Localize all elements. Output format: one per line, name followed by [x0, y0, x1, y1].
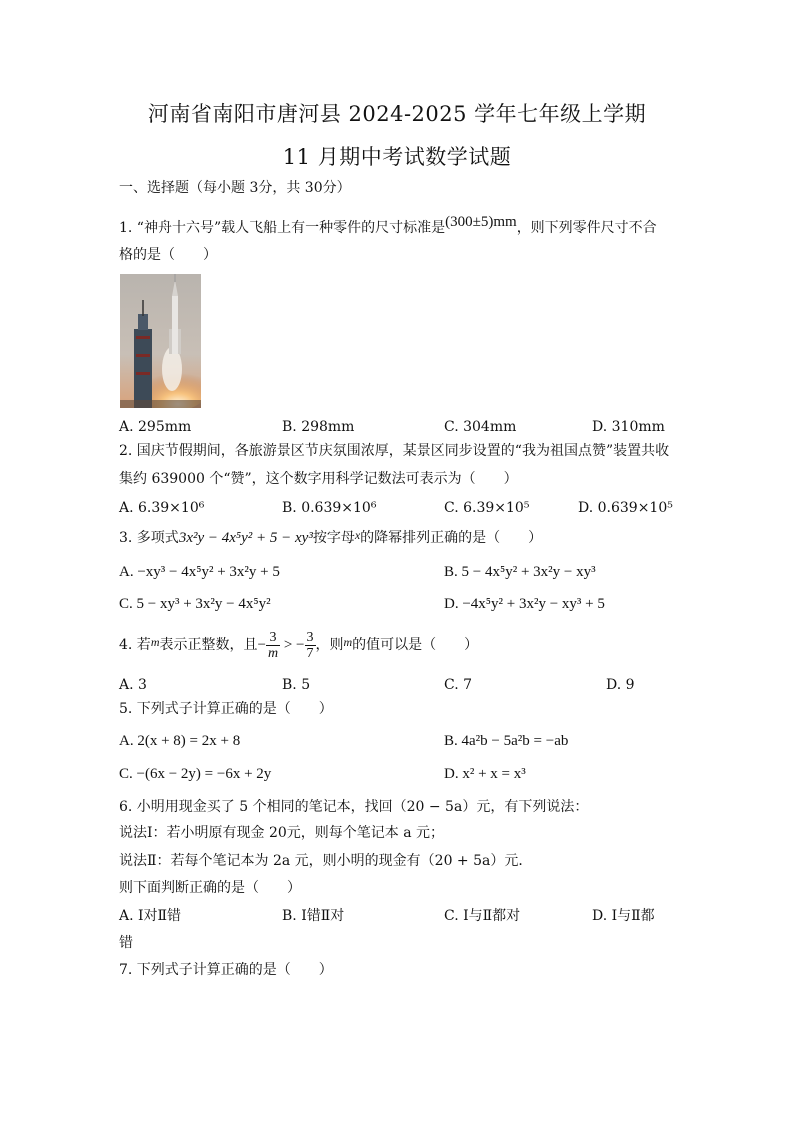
q3-text-c: 的降幂排列正确的是（ ）: [360, 530, 543, 546]
q6-option-b[interactable]: B. Ⅰ错Ⅱ对: [282, 908, 345, 924]
q6-option-a[interactable]: A. Ⅰ对Ⅱ错: [119, 908, 182, 924]
q5-option-c[interactable]: C. −(6x − 2y) = −6x + 2y: [119, 766, 272, 782]
q2-stem-line2: 集约 639000 个“赞”，这个数字用科学记数法可表示为（ ）: [119, 471, 518, 487]
q1-option-d[interactable]: D. 310mm: [592, 419, 665, 435]
exam-title-line1: 河南省南阳市唐河县 2024-2025 学年七年级上学期: [147, 102, 647, 126]
q4-text-d: 的值可以是（ ）: [352, 637, 479, 653]
q5-option-b[interactable]: B. 4a²b − 5a²b = −ab: [444, 733, 569, 749]
q4-option-b[interactable]: B. 5: [282, 677, 311, 693]
q3-text-b: 按字母: [312, 530, 355, 546]
q1-stem-line1: [119, 214, 657, 238]
q6-option-c[interactable]: C. Ⅰ与Ⅱ都对: [444, 908, 521, 924]
q1-text-b: ，则下列零件尺寸不合: [516, 220, 657, 236]
q4-option-a[interactable]: A. 3: [119, 677, 147, 693]
q1-option-b[interactable]: B. 298mm: [282, 419, 355, 435]
q1-spec: (300±5)mm: [445, 214, 517, 230]
q2-option-c[interactable]: C. 6.39×10⁵: [444, 500, 530, 516]
q6-stem-line4: 则下面判断正确的是（ ）: [119, 880, 301, 896]
q3-variable: x: [354, 528, 361, 542]
rocket-launch-photo: [120, 274, 201, 408]
q7-stem: 7. 下列式子计算正确的是（ ）: [119, 962, 333, 978]
q2-option-d[interactable]: D. 0.639×10⁵: [578, 500, 673, 516]
q5-option-a[interactable]: A. 2(x + 8) = 2x + 8: [119, 733, 241, 749]
q4-stem: 4. 若m表示正整数，且− $\frac{3}{m}$ > − $\frac{3}{7}$ ，则m的值可以是（ ）: [119, 629, 479, 661]
q4-variable-2: m: [343, 635, 353, 649]
q4-fraction-2: $\frac{3}{7}$: [306, 629, 314, 661]
q3-option-c[interactable]: C. 5 − xy³ + 3x²y − 4x⁵y²: [119, 596, 271, 612]
q4-text-a: 4. 若: [119, 637, 151, 653]
q3-option-b[interactable]: B. 5 − 4x⁵y² + 3x²y − xy³: [444, 564, 596, 580]
q6-statement-2: 说法Ⅱ：若每个笔记本为 2a 元，则小明的现金有（20 + 5a）元．: [119, 853, 533, 869]
q2-stem-line1: 2. 国庆节假期间，各旅游景区节庆氛围浓厚，某景区同步设置的“我为祖国点赞”装置共收: [119, 443, 670, 459]
q3-stem: [119, 528, 542, 548]
q6-option-d[interactable]: D. Ⅰ与Ⅱ都: [592, 908, 655, 924]
q3-text-a: 3. 多项式: [119, 530, 179, 546]
q5-option-d[interactable]: D. x² + x = x³: [444, 766, 526, 782]
q1-stem-line2: 格的是（ ）: [119, 247, 217, 263]
q1-option-a[interactable]: A. 295mm: [119, 419, 192, 435]
q5-stem: 5. 下列式子计算正确的是（ ）: [119, 701, 333, 717]
q2-option-a[interactable]: A. 6.39×10⁶: [119, 500, 205, 516]
q3-option-a[interactable]: A. −xy³ − 4x⁵y² + 3x²y + 5: [119, 564, 280, 580]
q3-option-d[interactable]: D. −4x⁵y² + 3x²y − xy³ + 5: [444, 596, 605, 612]
q4-option-c[interactable]: C. 7: [444, 677, 473, 693]
exam-title-line2: 11 月期中考试数学试题: [282, 145, 512, 169]
section-heading: 一、选择题（每小题 3分，共 30分）: [119, 180, 351, 196]
q2-option-b[interactable]: B. 0.639×10⁶: [282, 500, 377, 516]
q6-option-d-wrap: 错: [119, 935, 133, 951]
q4-text-b: 表示正整数，且: [159, 637, 258, 653]
q4-option-d[interactable]: D. 9: [606, 677, 635, 693]
q4-fraction-1: $\frac{3}{m}$: [267, 629, 279, 661]
q4-variable: m: [150, 635, 160, 649]
q6-stem-line1: 6. 小明用现金买了 5 个相同的笔记本，找回（20 − 5a）元，有下列说法：: [119, 799, 589, 815]
q6-statement-1: 说法Ⅰ：若小明原有现金 20元，则每个笔记本 a 元；: [119, 825, 445, 841]
q4-text-c: ，则: [315, 637, 344, 653]
q1-option-c[interactable]: C. 304mm: [444, 419, 517, 435]
q3-polynomial: 3x²y − 4x⁵y² + 5 − xy³: [178, 530, 313, 546]
q1-text-a: 1. “神舟十六号”载人飞船上有一种零件的尺寸标准是: [119, 220, 446, 236]
